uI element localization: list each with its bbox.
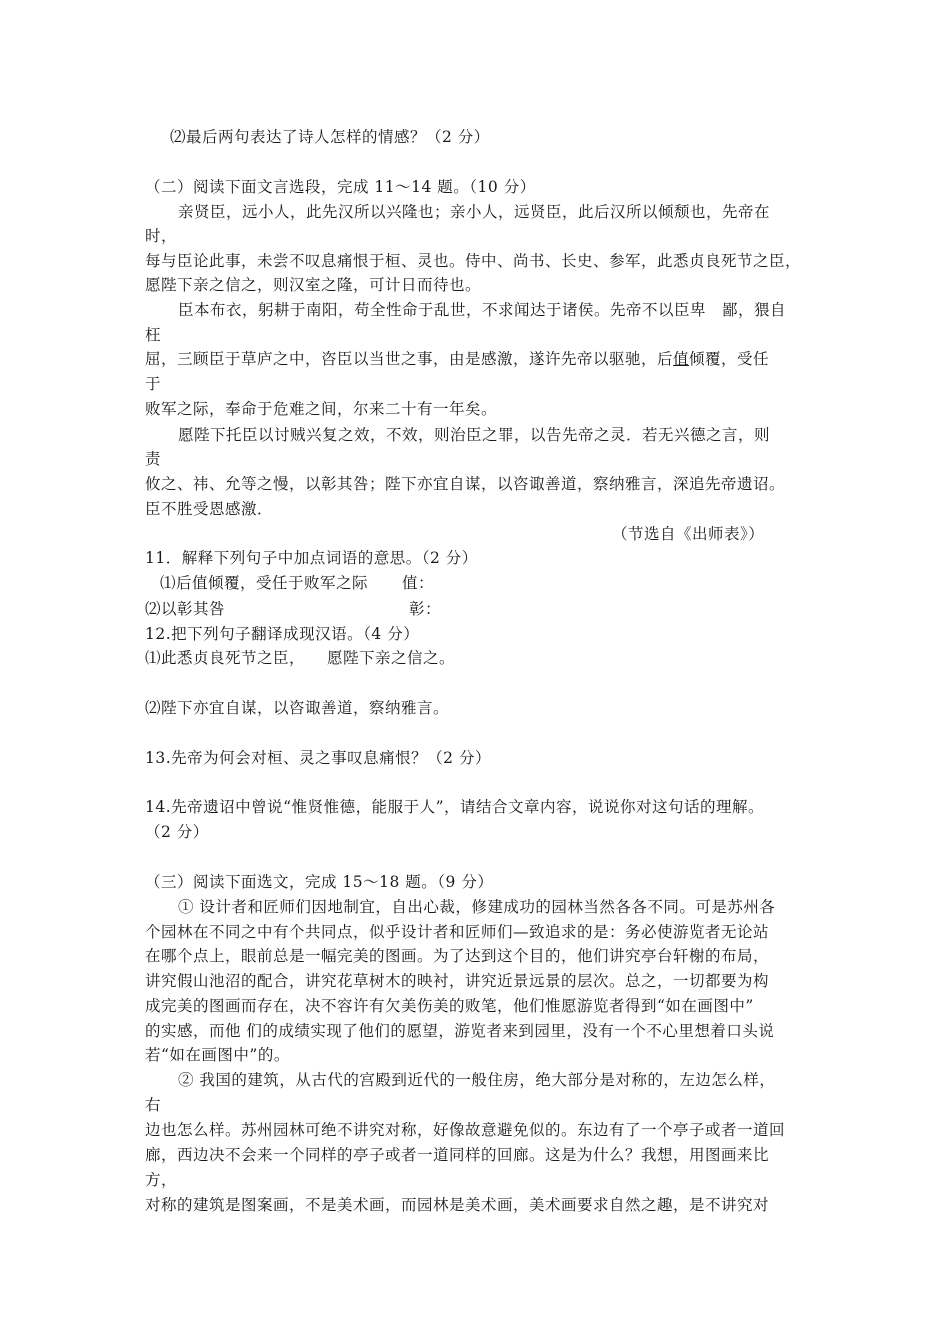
passage-3-p2-line-1: ② 我国的建筑，从古代的宫殿到近代的一般住房，绝大部分是对称的，左边怎么样， — [178, 1071, 776, 1089]
passage-2-p2-line-4: 于 — [145, 375, 162, 393]
question-11-1-blank: 值： — [402, 574, 435, 592]
passage-2-p2-line-3 — [145, 349, 769, 369]
passage-2-p2-line-1: 臣本布衣，躬耕于南阳，苟全性命于乱世，不求闻达于诸侯。先帝不以臣卑 鄙，猥自 — [178, 301, 787, 319]
passage-3-p2-line-5: 方， — [145, 1171, 178, 1189]
passage-2-p3-line-2: 责 — [145, 450, 162, 468]
passage-3-p2-line-3: 边也怎么样。苏州园林可绝不讲究对称，好像故意避免似的。东边有了一个亭子或者一道回 — [145, 1121, 786, 1139]
passage-3-p1-line-1: ① 设计者和匠师们因地制宜，自出心裁，修建成功的园林当然各各不同。可是苏州各 — [178, 898, 776, 916]
passage-2-p2-line-2: 枉 — [145, 326, 162, 344]
passage-2-p3-line-3: 攸之、祎、允等之慢，以彰其咎；陛下亦宜自谋，以咨诹善道，察纳雅言，深追先帝遗诏。 — [145, 475, 786, 493]
section-3-heading: （三）阅读下面选文，完成 15～18 题。（9 分） — [145, 873, 494, 891]
passage-3-p1-line-5: 成完美的图画而存在，决不容许有欠美伤美的败笔，他们惟愿游览者得到“如在画图中” — [145, 997, 754, 1015]
passage-2-p1-line-4: 愿陛下亲之信之，则汉室之隆，可计日而待也。 — [145, 276, 482, 294]
question-14-line-2: （2 分） — [145, 823, 209, 841]
passage-2-p1-line-2: 时， — [145, 227, 178, 245]
question-11-1 — [160, 573, 434, 593]
question-12-1b: 愿陛下亲之信之。 — [327, 649, 456, 667]
question-11-2-blank: 彰： — [409, 600, 442, 618]
question-11-2-sentence: ⑵以彰其咎 — [145, 600, 226, 618]
passage-3-p1-line-7: 若“如在画图中”的。 — [145, 1046, 290, 1064]
passage-2-p3-line-4: 臣不胜受恩感激． — [145, 500, 274, 518]
passage-2-p2-line-3b: 倾覆，受任 — [689, 350, 770, 368]
question-12-1a: ⑴此悉贞良死节之臣， — [145, 649, 306, 667]
question-13: 13.先帝为何会对桓、灵之事叹息痛恨？（2 分） — [145, 749, 491, 767]
passage-2-p3-line-1: 愿陛下托臣以讨贼兴复之效，不效，则治臣之罪，以告先帝之灵．若无兴德之言，则 — [178, 426, 771, 444]
question-12-2: ⑵陛下亦宜自谋，以咨诹善道，察纳雅言。 — [145, 699, 450, 717]
underlined-word-zhi: 值 — [673, 350, 690, 368]
passage-2-p1-line-3: 每与臣论此事，未尝不叹息痛恨于桓、灵也。侍中、尚书、长史、参军，此悉贞良死节之臣， — [145, 252, 802, 270]
passage-3-p1-line-3: 在哪个点上，眼前总是一幅完美的图画。为了达到这个目的，他们讲究亭台轩榭的布局， — [145, 947, 770, 965]
passage-3-p1-line-6: 的实感，而他 们的成绩实现了他们的愿望，游览者来到园里，没有一个不心里想着口头说 — [145, 1022, 775, 1040]
question-11: 11．解释下列句子中加点词语的意思。（2 分） — [145, 549, 478, 567]
passage-2-source: （节选自《出师表》） — [612, 525, 765, 543]
section-2-heading: （二）阅读下面文言选段，完成 11～14 题。（10 分） — [145, 178, 536, 196]
question-12: 12.把下列句子翻译成现汉语。（4 分） — [145, 625, 420, 643]
passage-2-p2-line-3a: 屈，三顾臣于草庐之中，咨臣以当世之事，由是感激，遂许先帝以驱驰，后 — [145, 350, 674, 368]
question-11-2 — [145, 599, 441, 619]
passage-3-p2-line-4: 廊，西边决不会来一个同样的亭子或者一道同样的回廊。这是为什么？我想，用图画来比 — [145, 1146, 770, 1164]
question-11-1-sentence: ⑴后值倾覆，受任于败军之际 — [160, 574, 369, 592]
passage-2-p1-line-1: 亲贤臣，远小人，此先汉所以兴隆也；亲小人，远贤臣，此后汉所以倾颓也，先帝在 — [178, 203, 771, 221]
passage-3-p2-line-2: 右 — [145, 1096, 162, 1114]
question-12-1 — [145, 648, 455, 668]
question-14-line-1: 14.先帝遗诏中曾说“惟贤惟德，能服于人”，请结合文章内容，说说你对这句话的理解。 — [145, 798, 765, 816]
passage-3-p1-line-4: 讲究假山池沼的配合，讲究花草树木的映衬，讲究近景远景的层次。总之，一切都要为构 — [145, 972, 770, 990]
question-10-2: ⑵最后两句表达了诗人怎样的情感？（2 分） — [170, 128, 490, 146]
passage-3-p2-line-6: 对称的建筑是图案画，不是美术画，而园林是美术画，美术画要求自然之趣，是不讲究对 — [145, 1196, 770, 1214]
passage-2-p2-line-5: 败军之际，奉命于危难之间，尔来二十有一年矣。 — [145, 400, 498, 418]
passage-3-p1-line-2: 个园林在不同之中有个共同点，似乎设计者和匠师们—致追求的是：务必使游览者无论站 — [145, 923, 770, 941]
